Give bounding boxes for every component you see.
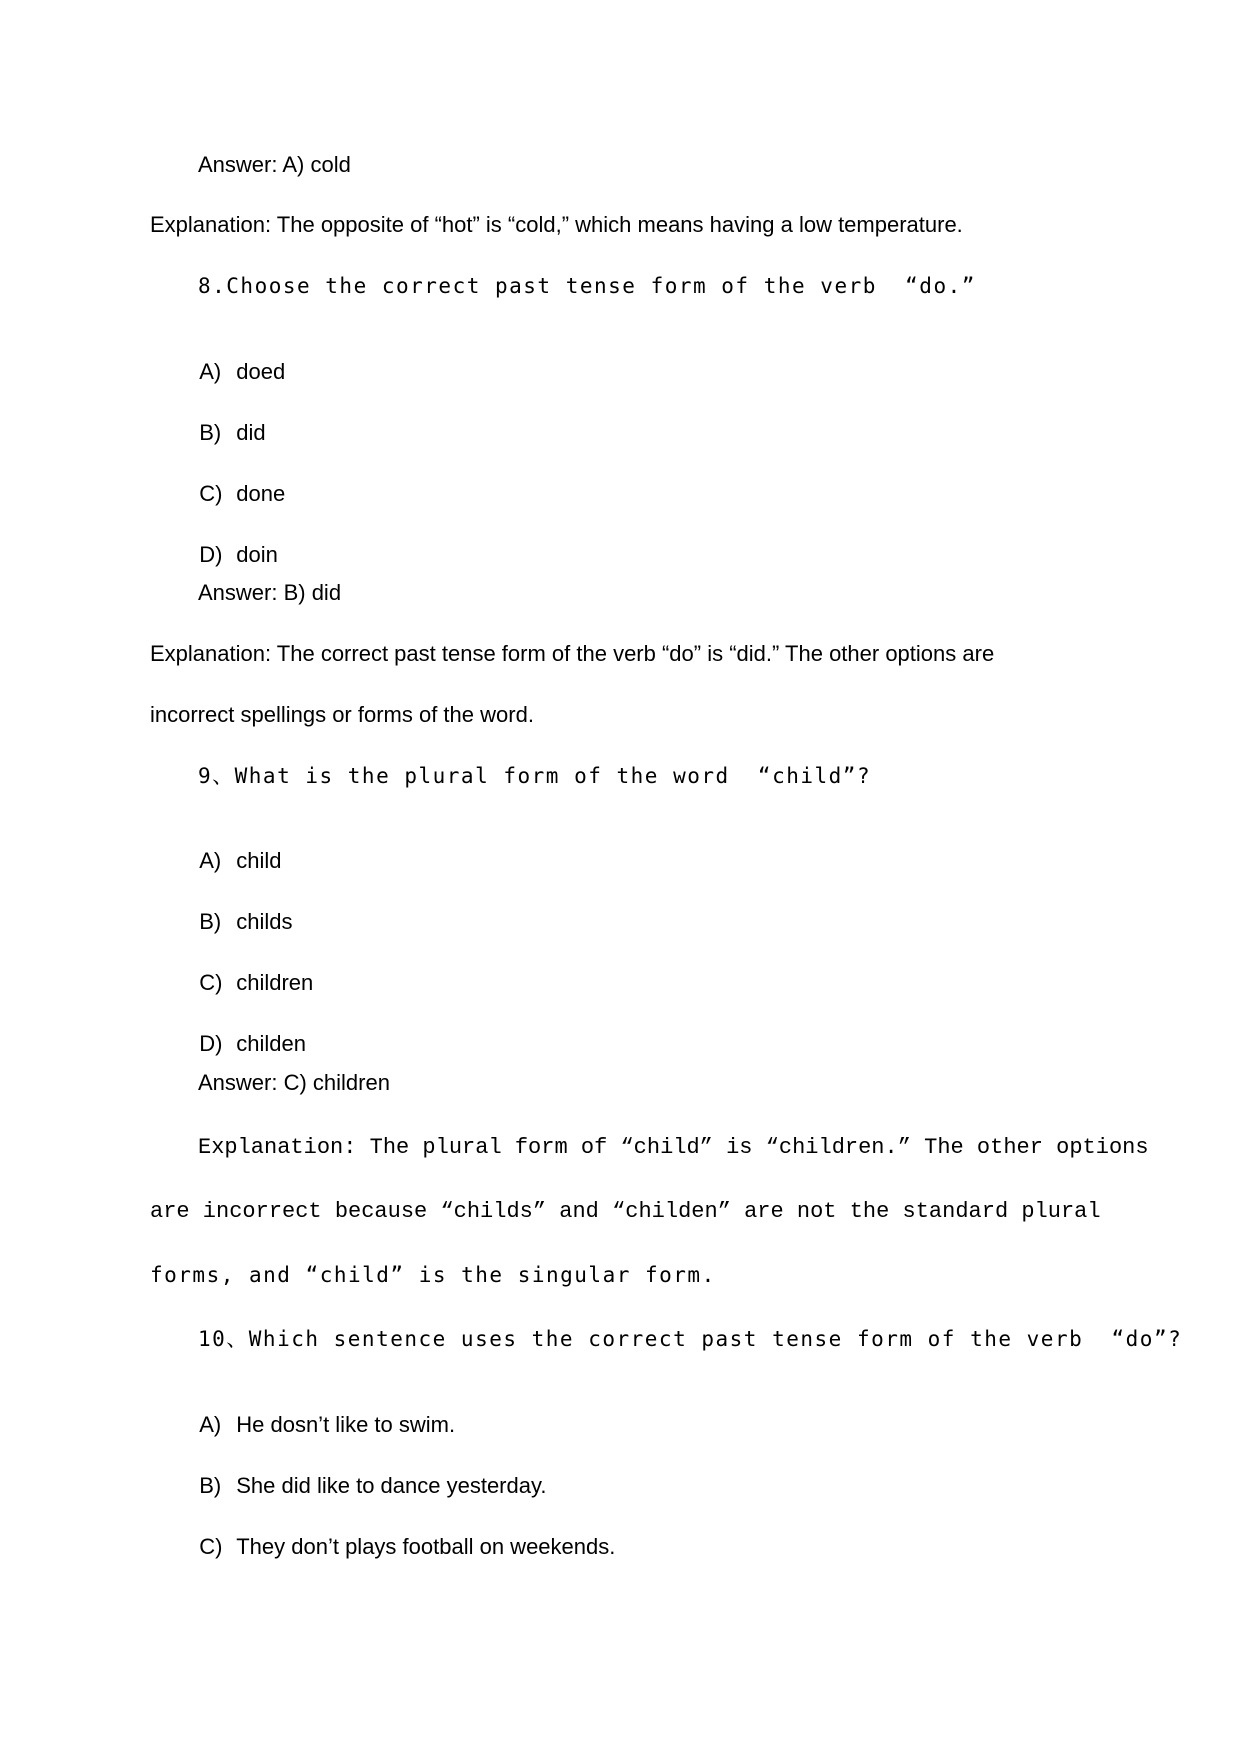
q8-option-c [187,461,285,505]
option-text: children [236,970,314,995]
q9-explanation-line2: are incorrect because “childs” and “childen” are not the standard plural [150,1199,1101,1224]
option-text: doin [236,542,278,567]
q10-question: 10、Which sentence uses the correct past tense form of the verb “do”? [198,1327,1183,1351]
option-letter: C) [199,1534,223,1559]
option-text: childs [236,909,293,934]
q10-option-c [187,1514,615,1558]
option-text: child [236,848,282,873]
q9-option-a [187,828,281,872]
q8-option-b [187,400,266,444]
q8-question: 8.Choose the correct past tense form of the verb “do.” [198,274,976,298]
option-letter: D) [199,1031,223,1056]
q8-option-a [187,339,285,383]
q9-option-c [187,950,313,994]
option-text: He dosn’t like to swim. [236,1412,456,1437]
option-letter: B) [199,1473,222,1498]
q9-option-d [187,1011,306,1055]
option-letter: D) [199,542,223,567]
q9-explanation-line3: forms, and “child” is the singular form. [150,1263,716,1287]
q10-option-a [187,1392,455,1436]
option-letter: B) [199,909,222,934]
option-text: did [236,420,266,445]
option-letter: C) [199,481,223,506]
q8-option-d [187,522,278,566]
option-letter: B) [199,420,222,445]
option-letter: A) [199,848,222,873]
q9-explanation-line1: Explanation: The plural form of “child” is “children.” The other options [198,1135,1149,1160]
q8-explanation-line2: incorrect spellings or forms of the word. [150,702,534,727]
q8-explanation-line1: Explanation: The correct past tense form of the verb “do” is “did.” The other options are [150,641,995,666]
option-text: doed [236,359,286,384]
q9-option-b [187,889,292,933]
q7-answer: Answer: A) cold [198,152,351,177]
option-text: They don’t plays football on weekends. [236,1534,616,1559]
option-text: done [236,481,286,506]
option-letter: C) [199,970,223,995]
option-letter: A) [199,1412,222,1437]
q10-option-b [187,1453,546,1497]
option-text: childen [236,1031,306,1056]
option-letter: A) [199,359,222,384]
q9-question: 9、What is the plural form of the word “child”? [198,764,872,788]
q9-answer: Answer: C) children [198,1070,390,1095]
q8-answer: Answer: B) did [198,580,342,605]
option-text: She did like to dance yesterday. [236,1473,547,1498]
q7-explanation: Explanation: The opposite of “hot” is “cold,” which means having a low temperature. [150,212,963,237]
